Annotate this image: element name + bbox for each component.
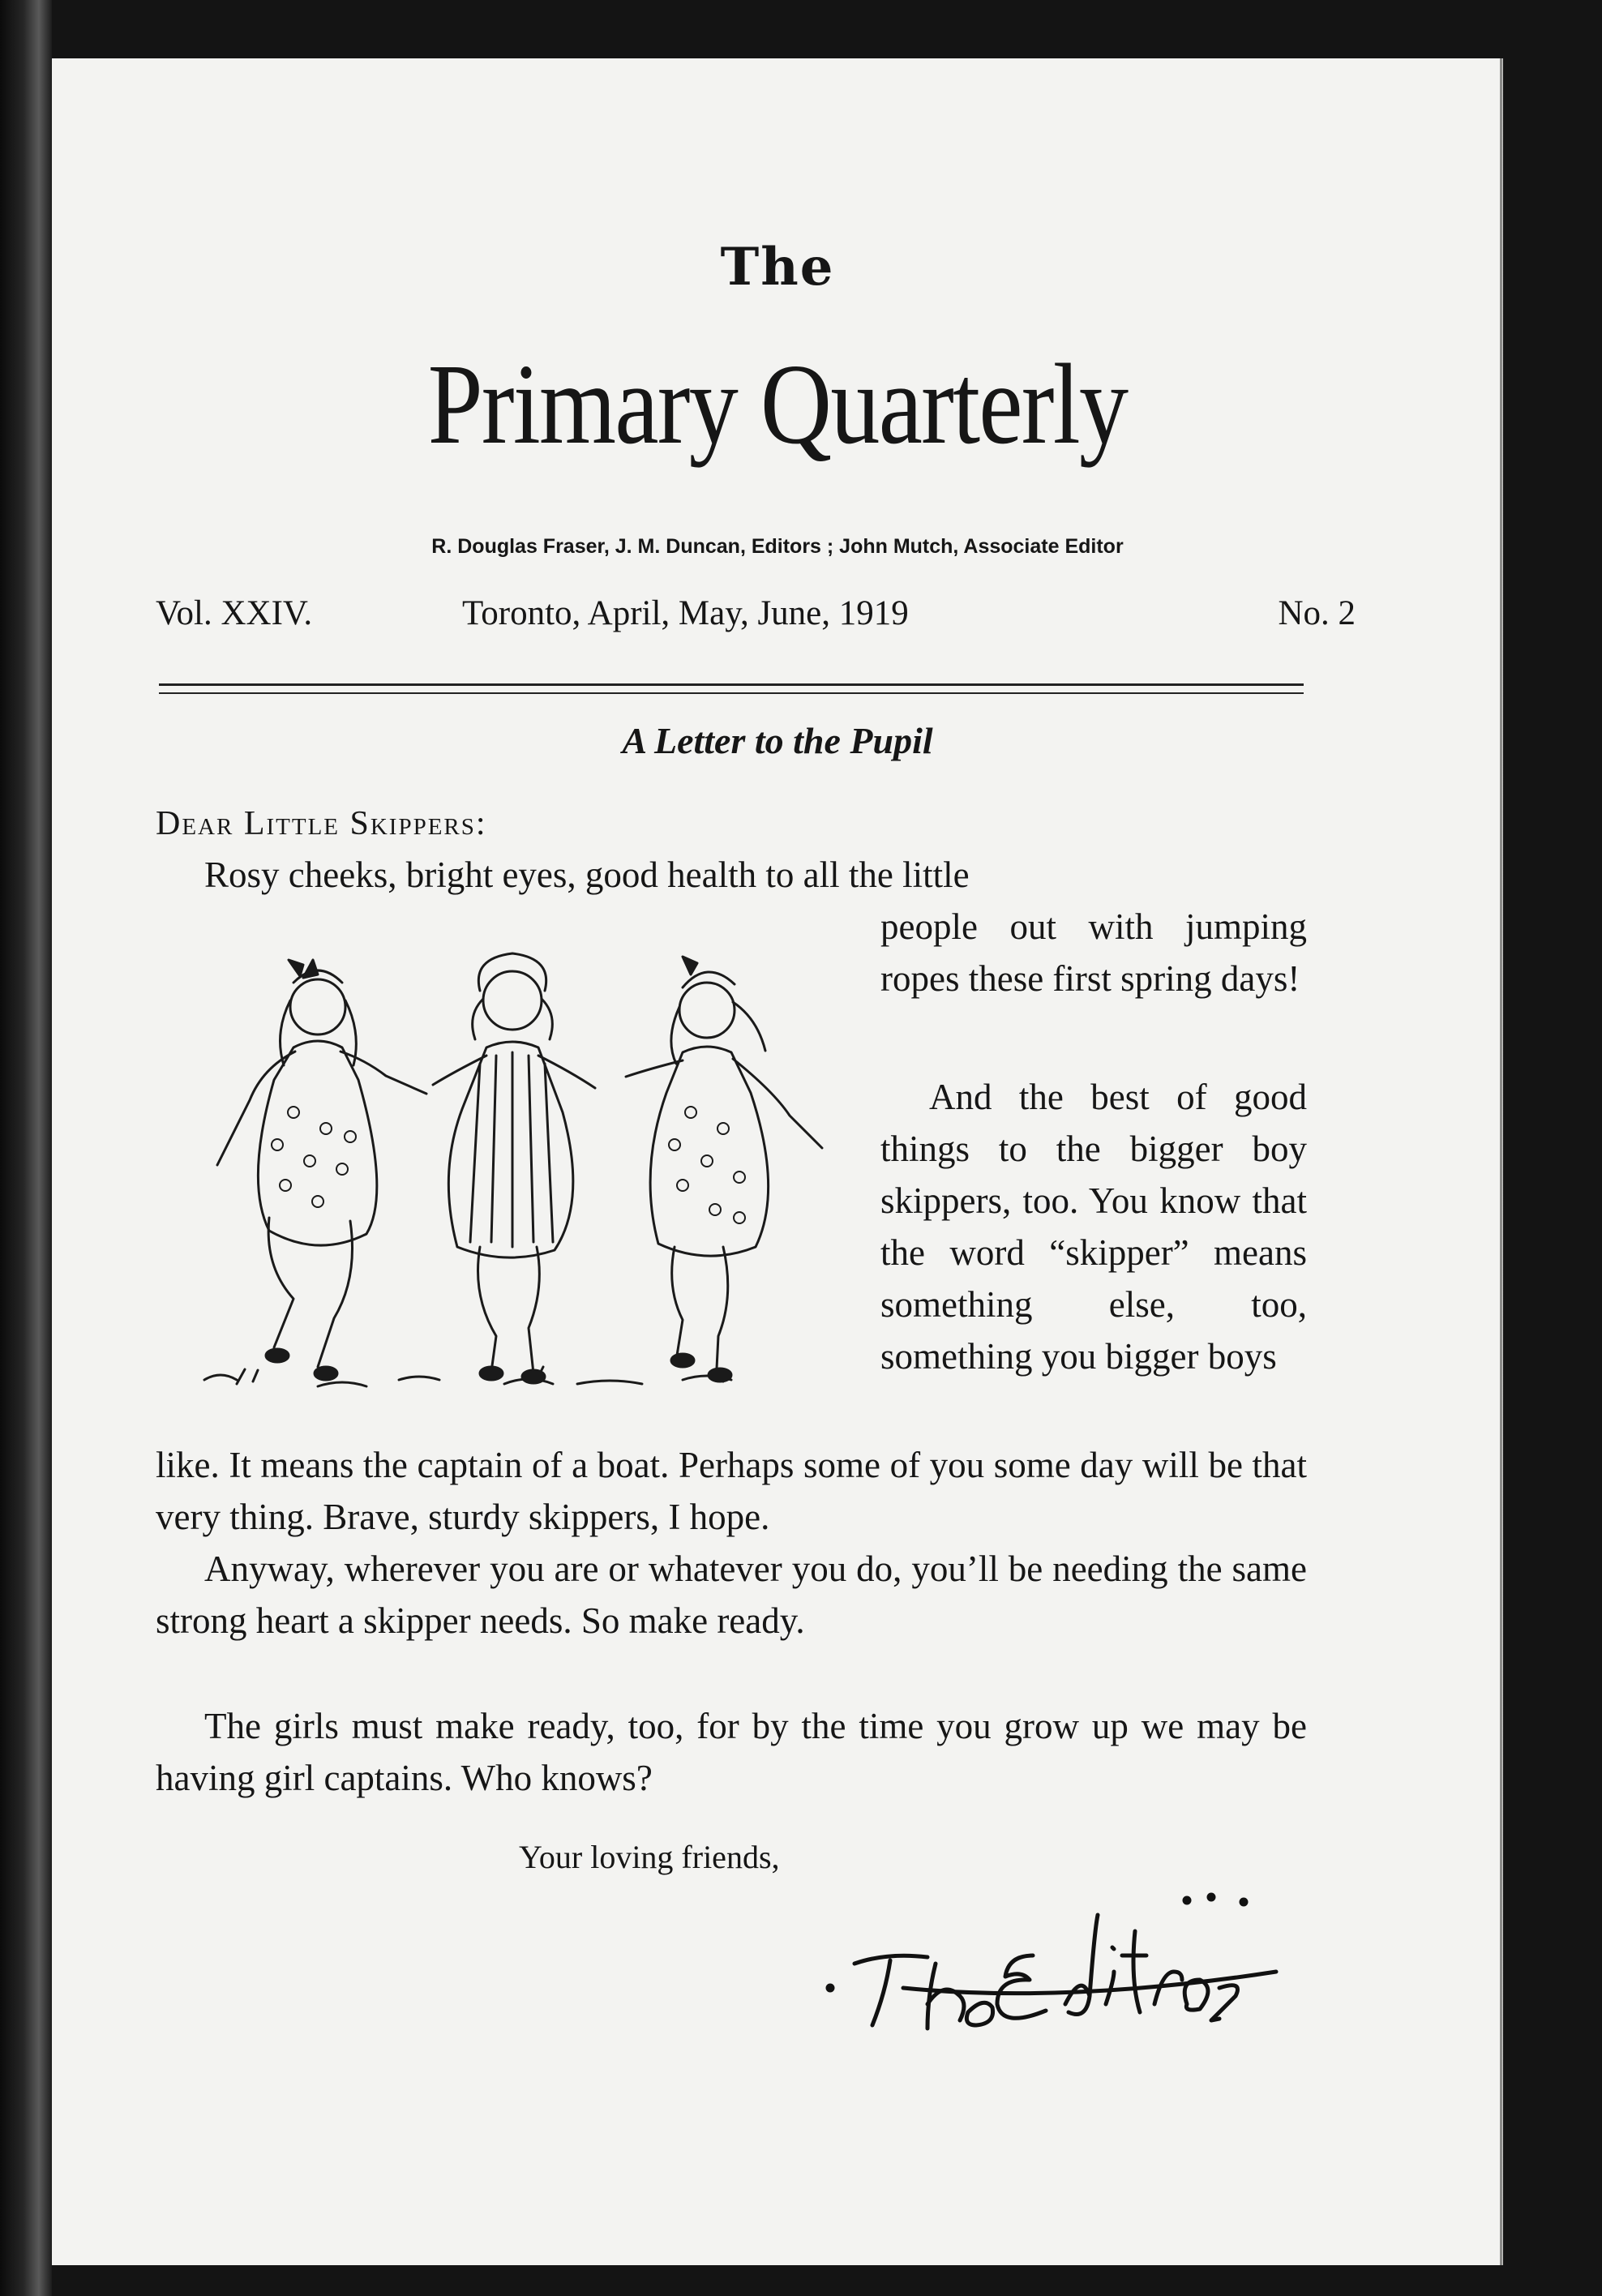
- magazine-page: [52, 58, 1503, 2265]
- skipping-girls-illustration: [156, 926, 869, 1420]
- volume-label: Vol. XXIV.: [156, 594, 313, 632]
- paragraph-4: The girls must make ready, too, for by the time you grow up we may be having girl captains. Who knows?: [156, 1706, 1307, 1798]
- page-edges: [1500, 58, 1503, 2265]
- book-binding-left: [0, 0, 52, 2296]
- editors-line: R. Douglas Fraser, J. M. Duncan, Editors ; John Mutch, Associate Editor: [431, 535, 1124, 558]
- paragraph-1-lead: Rosy cheeks, bright eyes, good health to all the little: [204, 855, 970, 895]
- double-rule-bottom: [159, 692, 1304, 694]
- double-rule-top: [159, 683, 1304, 686]
- paragraph-2-side: And the best of good things to the bigger boy skippers, too. You know that the word “skipper” means something else, too, something you bigger boys: [880, 1077, 1307, 1377]
- masthead-title: Primary Quarterly: [427, 340, 1128, 468]
- paragraph-2-rest: like. It means the captain of a boat. Perhaps some of you some day will be that very thing. Brave, sturdy skippers, I hope.: [156, 1445, 1307, 1537]
- issue-info-row: [156, 593, 1356, 634]
- letter-heading: A Letter to the Pupil: [622, 720, 933, 761]
- issue-number: No. 2: [1278, 594, 1356, 632]
- place-date: Toronto, April, May, June, 1919: [462, 594, 909, 632]
- editors-signature: [822, 1883, 1341, 2045]
- salutation: Dear Little Skippers:: [156, 805, 487, 842]
- paragraph-1-side: people out with jumping ropes these first spring days!: [880, 906, 1307, 999]
- closing-line: Your loving friends,: [519, 1839, 780, 1875]
- paragraph-3: Anyway, wherever you are or whatever you do, you’ll be needing the same strong heart a skipper needs. So make ready.: [156, 1549, 1307, 1641]
- title-article: The: [720, 237, 835, 298]
